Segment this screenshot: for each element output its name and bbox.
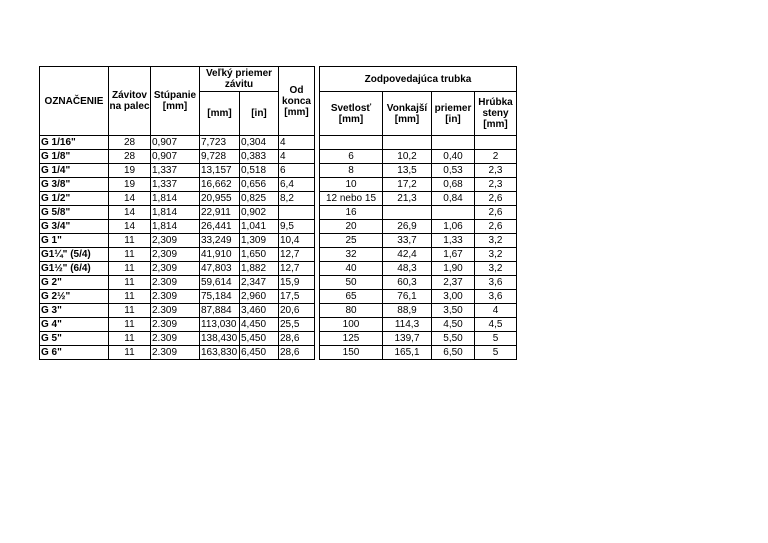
row-diameter-in: 1,041 bbox=[240, 220, 279, 234]
table-row bbox=[40, 192, 517, 206]
row-pitch: 1,814 bbox=[151, 192, 200, 206]
row-pitch: 2.309 bbox=[151, 276, 200, 290]
row-tpi: 19 bbox=[109, 164, 151, 178]
table-row bbox=[40, 346, 517, 360]
row-diameter-mm: 163,830 bbox=[200, 346, 240, 360]
row-designation: G 6" bbox=[40, 346, 109, 360]
header-zavitov: Závitov na palec bbox=[109, 67, 151, 136]
row-priemer-in: 3,50 bbox=[432, 304, 475, 318]
row-priemer-in: 1,67 bbox=[432, 248, 475, 262]
row-pitch: 0,907 bbox=[151, 136, 200, 150]
table-row bbox=[40, 276, 517, 290]
row-diameter-in: 1,650 bbox=[240, 248, 279, 262]
row-vonkajsi: 26,9 bbox=[383, 220, 432, 234]
table-row bbox=[40, 248, 517, 262]
row-priemer-in: 1,33 bbox=[432, 234, 475, 248]
row-diameter-in: 1,309 bbox=[240, 234, 279, 248]
row-od-konca: 6,4 bbox=[279, 178, 315, 192]
row-priemer-in: 0,53 bbox=[432, 164, 475, 178]
row-diameter-mm: 9,728 bbox=[200, 150, 240, 164]
row-od-konca bbox=[279, 206, 315, 220]
row-od-konca: 10,4 bbox=[279, 234, 315, 248]
row-od-konca: 20,6 bbox=[279, 304, 315, 318]
row-hrubka: 3,2 bbox=[475, 234, 517, 248]
thread-table bbox=[39, 66, 517, 360]
row-priemer-in bbox=[432, 206, 475, 220]
row-vonkajsi: 88,9 bbox=[383, 304, 432, 318]
row-hrubka: 3,2 bbox=[475, 248, 517, 262]
row-od-konca: 9,5 bbox=[279, 220, 315, 234]
row-svetlost: 100 bbox=[320, 318, 383, 332]
row-pitch: 2,309 bbox=[151, 248, 200, 262]
row-designation: G 3/4" bbox=[40, 220, 109, 234]
row-diameter-in: 0,518 bbox=[240, 164, 279, 178]
row-svetlost: 50 bbox=[320, 276, 383, 290]
header-stupanie: Stúpanie [mm] bbox=[151, 67, 200, 136]
row-hrubka: 4 bbox=[475, 304, 517, 318]
row-svetlost: 32 bbox=[320, 248, 383, 262]
row-priemer-in: 1,90 bbox=[432, 262, 475, 276]
row-designation: G1½" (6/4) bbox=[40, 262, 109, 276]
row-od-konca: 6 bbox=[279, 164, 315, 178]
row-designation: G 5/8" bbox=[40, 206, 109, 220]
row-designation: G 5" bbox=[40, 332, 109, 346]
row-diameter-in: 0,304 bbox=[240, 136, 279, 150]
row-designation: G 1/8" bbox=[40, 150, 109, 164]
row-diameter-mm: 113,030 bbox=[200, 318, 240, 332]
row-tpi: 11 bbox=[109, 304, 151, 318]
row-hrubka: 2,3 bbox=[475, 164, 517, 178]
row-svetlost: 12 nebo 15 bbox=[320, 192, 383, 206]
row-od-konca: 12,7 bbox=[279, 248, 315, 262]
row-designation: G 2" bbox=[40, 276, 109, 290]
row-vonkajsi: 139,7 bbox=[383, 332, 432, 346]
table-row bbox=[40, 164, 517, 178]
row-hrubka: 3,2 bbox=[475, 262, 517, 276]
row-tpi: 11 bbox=[109, 318, 151, 332]
row-vonkajsi: 114,3 bbox=[383, 318, 432, 332]
row-vonkajsi: 42,4 bbox=[383, 248, 432, 262]
row-priemer-in: 1,06 bbox=[432, 220, 475, 234]
row-priemer-in: 0,40 bbox=[432, 150, 475, 164]
row-designation: G 1" bbox=[40, 234, 109, 248]
row-hrubka: 4,5 bbox=[475, 318, 517, 332]
row-od-konca: 17,5 bbox=[279, 290, 315, 304]
row-pitch: 2,309 bbox=[151, 234, 200, 248]
row-vonkajsi: 165,1 bbox=[383, 346, 432, 360]
row-od-konca: 8,2 bbox=[279, 192, 315, 206]
row-hrubka: 2,6 bbox=[475, 220, 517, 234]
row-designation: G 4" bbox=[40, 318, 109, 332]
row-od-konca: 28,6 bbox=[279, 332, 315, 346]
header-svetlost: Svetlosť [mm] bbox=[320, 92, 383, 136]
row-tpi: 11 bbox=[109, 248, 151, 262]
header-diameter-in: [in] bbox=[240, 92, 279, 136]
table-row bbox=[40, 304, 517, 318]
row-od-konca: 4 bbox=[279, 136, 315, 150]
header-od-konca: Od konca [mm] bbox=[279, 67, 315, 136]
table-row bbox=[40, 206, 517, 220]
row-designation: G 3" bbox=[40, 304, 109, 318]
row-pitch: 1,337 bbox=[151, 164, 200, 178]
row-priemer-in: 4,50 bbox=[432, 318, 475, 332]
row-pitch: 2,309 bbox=[151, 262, 200, 276]
row-vonkajsi: 13,5 bbox=[383, 164, 432, 178]
row-vonkajsi: 17,2 bbox=[383, 178, 432, 192]
row-diameter-mm: 13,157 bbox=[200, 164, 240, 178]
row-svetlost: 6 bbox=[320, 150, 383, 164]
row-vonkajsi: 60,3 bbox=[383, 276, 432, 290]
header-diameter-mm: [mm] bbox=[200, 92, 240, 136]
row-tpi: 11 bbox=[109, 332, 151, 346]
row-hrubka: 2,3 bbox=[475, 178, 517, 192]
row-svetlost: 65 bbox=[320, 290, 383, 304]
row-tpi: 28 bbox=[109, 136, 151, 150]
row-tpi: 19 bbox=[109, 178, 151, 192]
row-hrubka: 2,6 bbox=[475, 192, 517, 206]
row-hrubka bbox=[475, 136, 517, 150]
row-tpi: 11 bbox=[109, 262, 151, 276]
row-od-konca: 15,9 bbox=[279, 276, 315, 290]
row-priemer-in: 3,00 bbox=[432, 290, 475, 304]
row-diameter-mm: 26,441 bbox=[200, 220, 240, 234]
row-pitch: 2.309 bbox=[151, 304, 200, 318]
row-pitch: 2.309 bbox=[151, 346, 200, 360]
row-pitch: 1,814 bbox=[151, 206, 200, 220]
row-priemer-in bbox=[432, 136, 475, 150]
row-diameter-mm: 33,249 bbox=[200, 234, 240, 248]
row-diameter-mm: 47,803 bbox=[200, 262, 240, 276]
header-vonkajsi: Vonkajší [mm] bbox=[383, 92, 432, 136]
row-tpi: 11 bbox=[109, 234, 151, 248]
row-od-konca: 28,6 bbox=[279, 346, 315, 360]
row-hrubka: 3,6 bbox=[475, 290, 517, 304]
row-diameter-in: 4,450 bbox=[240, 318, 279, 332]
row-hrubka: 3,6 bbox=[475, 276, 517, 290]
table-row bbox=[40, 318, 517, 332]
row-diameter-mm: 16,662 bbox=[200, 178, 240, 192]
row-designation: G 1/16" bbox=[40, 136, 109, 150]
row-pitch: 1,337 bbox=[151, 178, 200, 192]
row-pitch: 2.309 bbox=[151, 318, 200, 332]
row-diameter-in: 1,882 bbox=[240, 262, 279, 276]
row-svetlost: 80 bbox=[320, 304, 383, 318]
row-designation: G 2½" bbox=[40, 290, 109, 304]
row-vonkajsi: 33,7 bbox=[383, 234, 432, 248]
table-row bbox=[40, 178, 517, 192]
row-svetlost bbox=[320, 136, 383, 150]
row-vonkajsi bbox=[383, 206, 432, 220]
row-diameter-in: 5,450 bbox=[240, 332, 279, 346]
row-diameter-in: 2,347 bbox=[240, 276, 279, 290]
header-oznacenie: OZNAČENIE bbox=[40, 67, 109, 136]
row-diameter-in: 0,825 bbox=[240, 192, 279, 206]
row-priemer-in: 5,50 bbox=[432, 332, 475, 346]
row-hrubka: 2,6 bbox=[475, 206, 517, 220]
row-diameter-mm: 75,184 bbox=[200, 290, 240, 304]
row-designation: G1¼" (5/4) bbox=[40, 248, 109, 262]
table-row bbox=[40, 290, 517, 304]
row-priemer-in: 6,50 bbox=[432, 346, 475, 360]
row-diameter-mm: 22,911 bbox=[200, 206, 240, 220]
header-priemer-in: priemer [in] bbox=[432, 92, 475, 136]
row-diameter-mm: 41,910 bbox=[200, 248, 240, 262]
header-zodpovedajuca-trubka: Zodpovedajúca trubka bbox=[320, 67, 517, 92]
row-priemer-in: 2,37 bbox=[432, 276, 475, 290]
row-tpi: 11 bbox=[109, 276, 151, 290]
row-diameter-in: 0,383 bbox=[240, 150, 279, 164]
row-tpi: 14 bbox=[109, 192, 151, 206]
table-row bbox=[40, 234, 517, 248]
row-vonkajsi: 48,3 bbox=[383, 262, 432, 276]
table-row bbox=[40, 136, 517, 150]
row-diameter-in: 6,450 bbox=[240, 346, 279, 360]
row-diameter-mm: 7,723 bbox=[200, 136, 240, 150]
row-hrubka: 5 bbox=[475, 332, 517, 346]
row-svetlost: 150 bbox=[320, 346, 383, 360]
row-tpi: 11 bbox=[109, 290, 151, 304]
header-velky-priemer: Veľký priemer závitu bbox=[200, 67, 279, 92]
row-pitch: 2.309 bbox=[151, 290, 200, 304]
table-row bbox=[40, 332, 517, 346]
row-priemer-in: 0,68 bbox=[432, 178, 475, 192]
row-designation: G 3/8" bbox=[40, 178, 109, 192]
row-diameter-mm: 20,955 bbox=[200, 192, 240, 206]
row-diameter-in: 0,902 bbox=[240, 206, 279, 220]
row-tpi: 28 bbox=[109, 150, 151, 164]
row-priemer-in: 0,84 bbox=[432, 192, 475, 206]
row-svetlost: 40 bbox=[320, 262, 383, 276]
row-diameter-in: 2,960 bbox=[240, 290, 279, 304]
row-diameter-in: 0,656 bbox=[240, 178, 279, 192]
row-hrubka: 5 bbox=[475, 346, 517, 360]
row-designation: G 1/4" bbox=[40, 164, 109, 178]
row-diameter-mm: 87,884 bbox=[200, 304, 240, 318]
row-svetlost: 16 bbox=[320, 206, 383, 220]
row-vonkajsi: 10,2 bbox=[383, 150, 432, 164]
row-pitch: 2.309 bbox=[151, 332, 200, 346]
row-diameter-mm: 138,430 bbox=[200, 332, 240, 346]
row-svetlost: 125 bbox=[320, 332, 383, 346]
row-od-konca: 4 bbox=[279, 150, 315, 164]
row-tpi: 14 bbox=[109, 220, 151, 234]
header-hrubka: Hrúbka steny [mm] bbox=[475, 92, 517, 136]
row-diameter-in: 3,460 bbox=[240, 304, 279, 318]
row-od-konca: 12,7 bbox=[279, 262, 315, 276]
table-row bbox=[40, 220, 517, 234]
row-tpi: 11 bbox=[109, 346, 151, 360]
row-vonkajsi: 76,1 bbox=[383, 290, 432, 304]
row-svetlost: 25 bbox=[320, 234, 383, 248]
table-row bbox=[40, 262, 517, 276]
table-row bbox=[40, 150, 517, 164]
row-od-konca: 25,5 bbox=[279, 318, 315, 332]
row-vonkajsi bbox=[383, 136, 432, 150]
row-hrubka: 2 bbox=[475, 150, 517, 164]
row-diameter-mm: 59,614 bbox=[200, 276, 240, 290]
row-svetlost: 20 bbox=[320, 220, 383, 234]
row-designation: G 1/2" bbox=[40, 192, 109, 206]
row-tpi: 14 bbox=[109, 206, 151, 220]
row-svetlost: 8 bbox=[320, 164, 383, 178]
row-svetlost: 10 bbox=[320, 178, 383, 192]
row-pitch: 1,814 bbox=[151, 220, 200, 234]
row-vonkajsi: 21,3 bbox=[383, 192, 432, 206]
row-pitch: 0,907 bbox=[151, 150, 200, 164]
